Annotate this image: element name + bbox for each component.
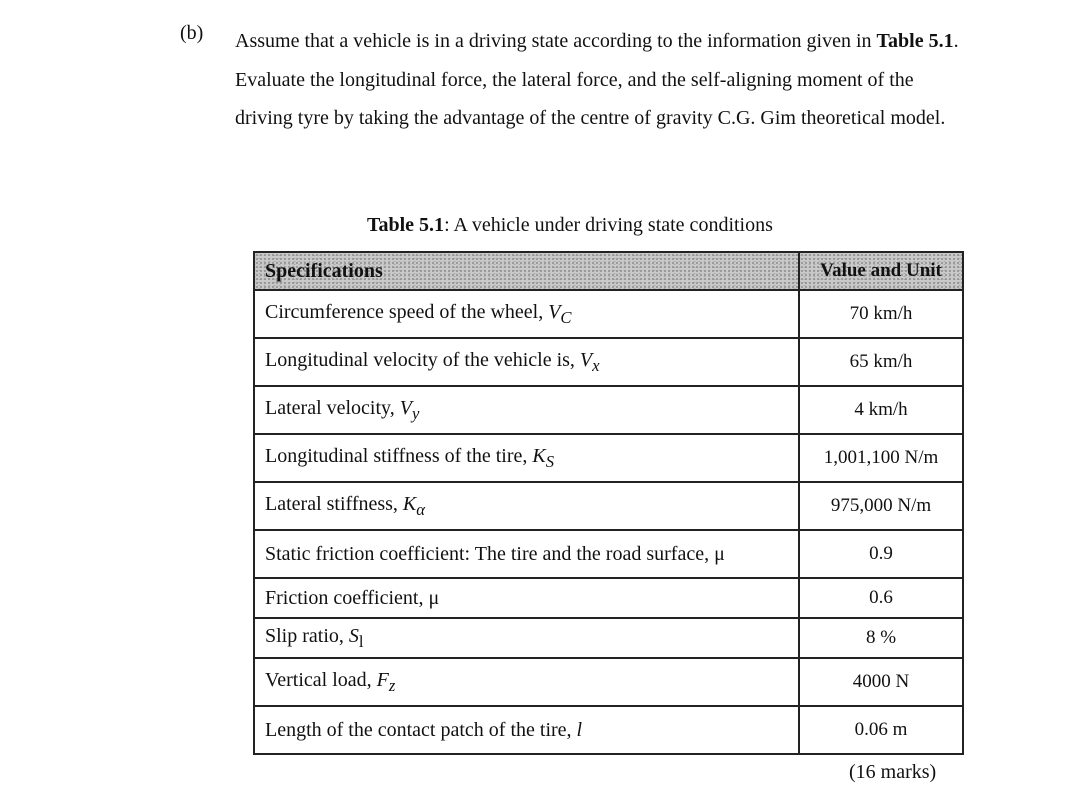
spec-cell (254, 482, 799, 530)
spec-text: Circumference speed of the wheel, (265, 300, 549, 323)
table-row (254, 530, 963, 578)
spec-cell (254, 338, 799, 386)
spec-subscript: x (592, 355, 600, 375)
value-cell: 70 km/h (799, 290, 963, 338)
specifications-table (253, 251, 964, 755)
table-caption-label: Table 5.1 (367, 214, 445, 236)
spec-symbol: V (399, 396, 412, 419)
spec-symbol: K (532, 444, 546, 467)
table-row (254, 338, 963, 386)
spec-symbol: V (548, 300, 561, 323)
value-cell: 1,001,100 N/m (799, 434, 963, 482)
value-cell: 0.6 (799, 578, 963, 618)
spec-text: Lateral velocity, (265, 396, 400, 419)
spec-text: Slip ratio, (265, 624, 349, 647)
value-cell: 975,000 N/m (799, 482, 963, 530)
spec-subscript: z (388, 675, 396, 695)
table-row (254, 706, 963, 754)
header-specifications: Specifications (254, 252, 799, 290)
table-reference: Table 5.1 (876, 30, 954, 52)
question-text-part2: . Evaluate the longitudinal force, the lateral force, and the self-aligning moment of the driving tyre by taking the advantage of the centre of gravity C.G. Gim theoretical model. (235, 30, 959, 129)
question-text (235, 22, 975, 138)
spec-cell (254, 386, 799, 434)
spec-subscript: S (545, 451, 555, 471)
spec-text: Longitudinal stiffness of the tire, (265, 444, 533, 467)
table-caption-text: : A vehicle under driving state conditions (444, 214, 773, 236)
table-row (254, 482, 963, 530)
spec-text: Length of the contact patch of the tire, (265, 718, 577, 741)
spec-cell (254, 290, 799, 338)
spec-subscript: l (358, 631, 364, 651)
value-cell: 65 km/h (799, 338, 963, 386)
value-cell: 4 km/h (799, 386, 963, 434)
spec-symbol: V (579, 348, 593, 371)
spec-subscript: y (411, 403, 420, 423)
spec-symbol: l (576, 718, 583, 741)
table-row (254, 386, 963, 434)
value-cell: 0.9 (799, 530, 963, 578)
table-row (254, 578, 963, 618)
table-caption (367, 214, 773, 237)
marks-label: (16 marks) (849, 761, 937, 783)
spec-text: Friction coefficient, μ (265, 586, 440, 609)
spec-symbol: K (402, 492, 417, 515)
table-row (254, 434, 963, 482)
spec-cell (254, 618, 799, 658)
table-row (254, 290, 963, 338)
table-row (254, 658, 963, 706)
question-label: (b) (180, 22, 204, 44)
table-header-row (254, 252, 963, 290)
spec-subscript: α (416, 499, 426, 519)
spec-symbol: F (376, 668, 389, 691)
spec-text: Vertical load, (265, 668, 377, 691)
spec-text: Lateral stiffness, (265, 492, 403, 515)
spec-cell (254, 434, 799, 482)
spec-cell (254, 530, 799, 578)
spec-text: Longitudinal velocity of the vehicle is, (265, 348, 580, 371)
value-cell: 4000 N (799, 658, 963, 706)
header-value-unit: Value and Unit (799, 252, 963, 290)
value-cell: 8 % (799, 618, 963, 658)
value-cell: 0.06 m (799, 706, 963, 754)
spec-cell (254, 658, 799, 706)
spec-cell (254, 578, 799, 618)
spec-symbol: S (348, 624, 359, 647)
spec-subscript: C (560, 307, 572, 327)
question-text-part1: Assume that a vehicle is in a driving state according to the information given in (235, 30, 872, 52)
spec-text: Static friction coefficient: The tire and the road surface, μ (265, 542, 725, 565)
table-row (254, 618, 963, 658)
spec-cell (254, 706, 799, 754)
